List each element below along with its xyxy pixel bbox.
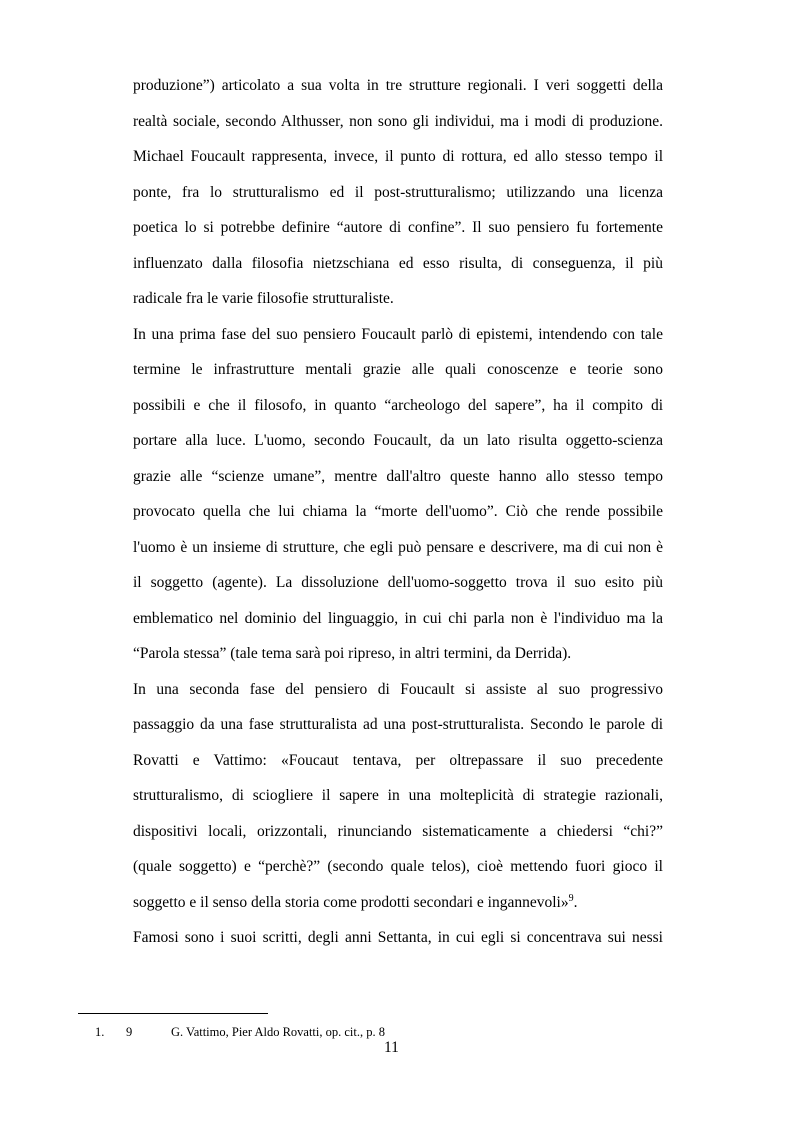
text-line: portare alla luce. L'uomo, secondo Foucault, da un lato risulta oggetto-scienza	[133, 432, 663, 449]
footnote-number: 9	[126, 1025, 133, 1039]
footnote-marker: 1.	[95, 1025, 105, 1039]
text-line: influenzato dalla filosofia nietzschiana ed esso risulta, di conseguenza, il più	[133, 254, 663, 272]
text-line: provocato quella che lui chiama la “morte dell'uomo”. Ciò che rende possibile	[133, 503, 663, 520]
text-line: “Parola stessa” (tale tema sarà poi ripreso, in altri termini, da Derrida).	[133, 645, 572, 662]
text-line: possibili e che il filosofo, in quanto “archeologo del sapere”, ha il compito di	[133, 396, 663, 414]
text-line: passaggio da una fase strutturalista ad una post-strutturalista. Secondo le parole di	[133, 716, 663, 733]
text-line: termine le infrastrutture mentali grazie alle quali conoscenze e teorie sono	[133, 361, 663, 378]
text-line: produzione”) articolato a sua volta in tre strutture regionali. I veri soggetti della	[133, 77, 663, 94]
text-line: poetica lo si potrebbe definire “autore di confine”. Il suo pensiero fu fortemente	[133, 219, 663, 236]
text-line: grazie alle “scienze umane”, mentre dall'altro queste hanno allo stesso tempo	[133, 467, 663, 485]
text-line: (quale soggetto) e “perchè?” (secondo quale telos), cioè mettendo fuori gioco il	[133, 858, 663, 875]
page-number: 11	[384, 1039, 399, 1056]
text-line: radicale fra le varie filosofie strutturaliste.	[133, 290, 394, 307]
text-line: strutturalismo, di sciogliere il sapere in una molteplicità di strategie razionali,	[133, 787, 663, 804]
text-line: In una seconda fase del pensiero di Foucault si assiste al suo progressivo	[133, 680, 663, 698]
text-line: Michael Foucault rappresenta, invece, il punto di rottura, ed allo stesso tempo il	[133, 148, 663, 165]
text-line: l'uomo è un insieme di strutture, che egli può pensare e descrivere, ma di cui non è	[133, 538, 663, 556]
text-line-content: soggetto e il senso della storia come prodotti secondari e ingannevoli»	[133, 893, 569, 911]
body-text	[133, 68, 663, 956]
text-line: ponte, fra lo strutturalismo ed il post-strutturalismo; utilizzando una licenza	[133, 183, 663, 201]
text-line: Famosi sono i suoi scritti, degli anni Settanta, in cui egli si concentrava sui nessi	[133, 929, 663, 946]
text-line: Rovatti e Vattimo: «Foucaut tentava, per oltrepassare il suo precedente	[133, 751, 663, 769]
footnote-reference: 9	[568, 892, 574, 904]
text-line: emblematico nel dominio del linguaggio, in cui chi parla non è l'individuo ma la	[133, 609, 663, 627]
footnote-text: G. Vattimo, Pier Aldo Rovatti, op. cit., p. 8	[171, 1025, 386, 1039]
text-line: il soggetto (agente). La dissoluzione dell'uomo-soggetto trova il suo esito più	[133, 574, 663, 591]
text-line: dispositivi locali, orizzontali, rinunciando sistematicamente a chiedersi “chi?”	[133, 822, 663, 840]
text-line-with-footnote: soggetto e il senso della storia come prodotti secondari e ingannevoli»$^9$.	[133, 892, 578, 911]
text-line: realtà sociale, secondo Althusser, non sono gli individui, ma i modi di produzione.	[133, 112, 663, 130]
footnote-divider	[78, 1013, 268, 1014]
text-line: In una prima fase del suo pensiero Foucault parlò di epistemi, intendendo con tale	[133, 325, 663, 343]
